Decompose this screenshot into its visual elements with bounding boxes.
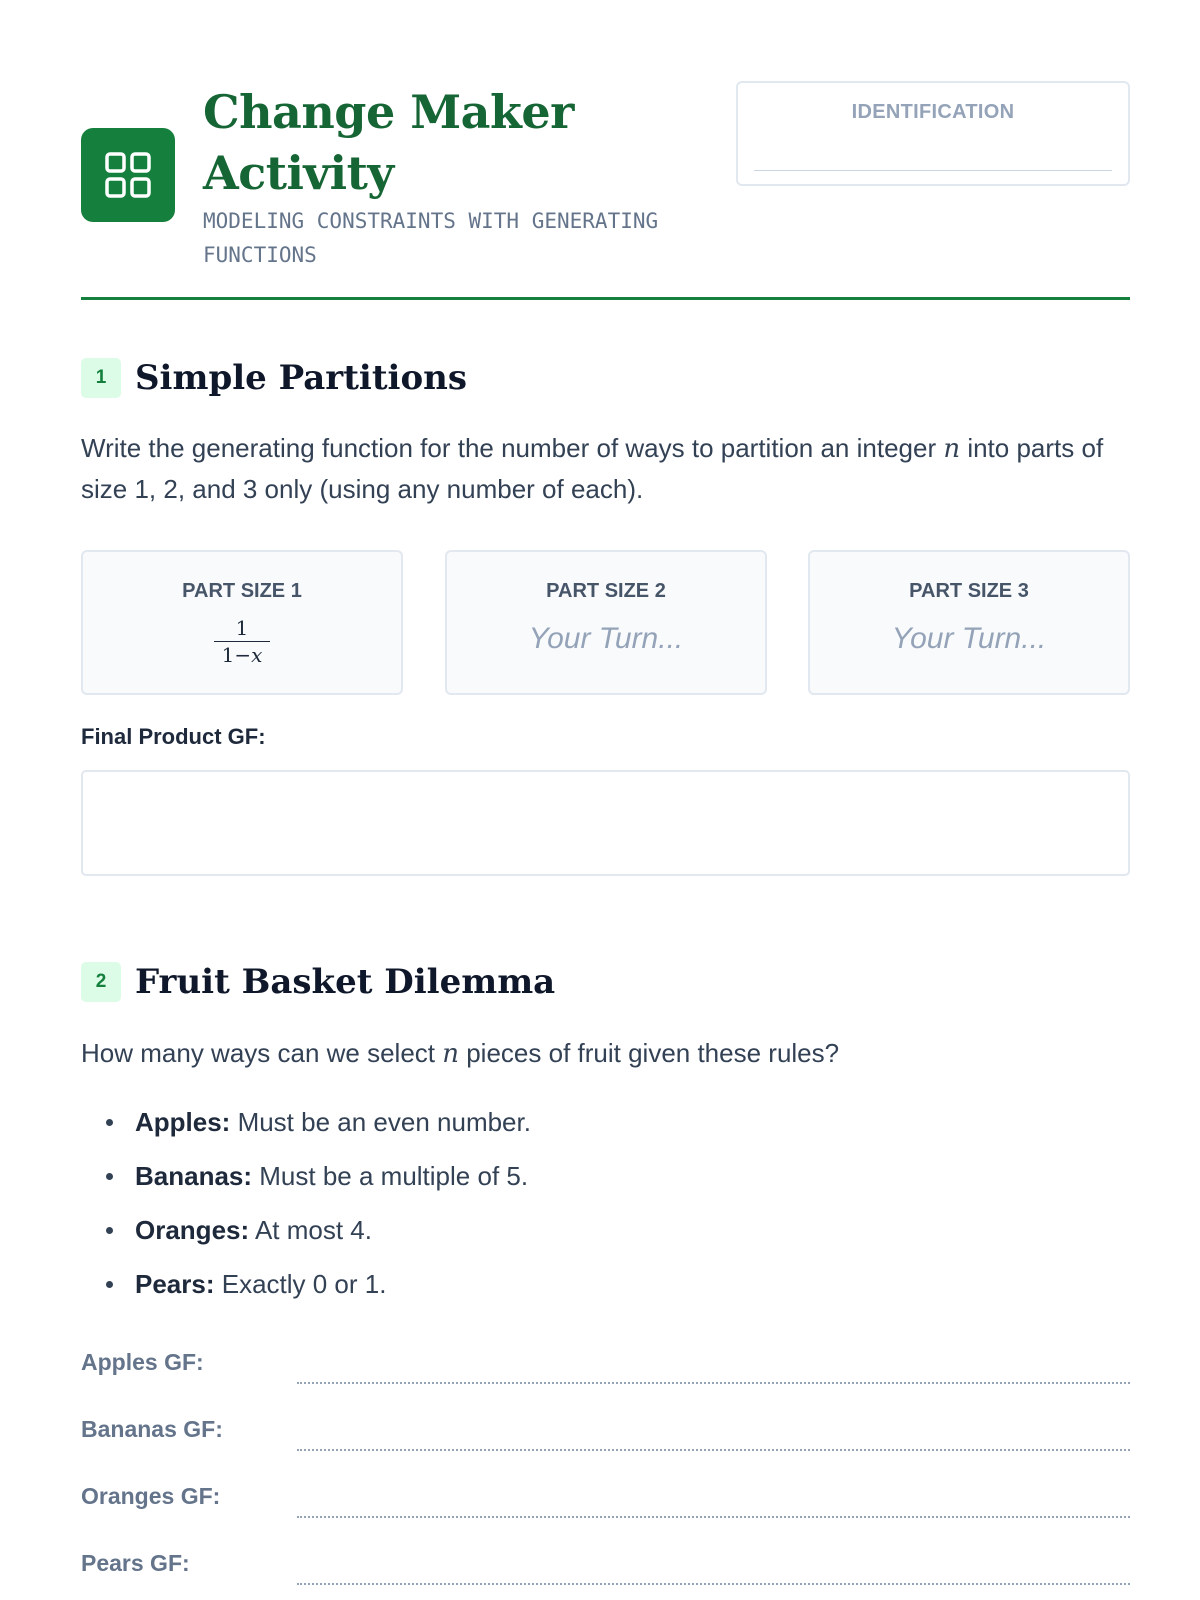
rule-text: Must be an even number. (230, 1107, 531, 1137)
apples-gf-answer-line[interactable] (297, 1382, 1130, 1384)
identification-label: IDENTIFICATION (851, 101, 1015, 123)
identification-box (736, 81, 1130, 186)
fraction-bar (214, 641, 270, 642)
denominator-variable: x (251, 643, 263, 667)
bullet (106, 1173, 113, 1180)
math-variable: n (442, 1039, 459, 1069)
section-title: Simple Partitions (135, 358, 467, 398)
bullet (106, 1227, 113, 1234)
section-prompt (81, 428, 1130, 509)
prompt-text: How many ways can we select (81, 1038, 443, 1068)
bullet (106, 1119, 113, 1126)
gf-label: Apples GF: (81, 1349, 204, 1375)
apples-gf-row (81, 1349, 1130, 1389)
prompt-text: into parts of size 1, 2, and 3 only (using any number of each). (81, 433, 1104, 504)
list-item (81, 1149, 1130, 1203)
gf-label: Bananas GF: (81, 1416, 223, 1442)
oranges-gf-answer-line[interactable] (297, 1516, 1130, 1518)
header-divider (81, 297, 1130, 300)
identification-field[interactable] (754, 170, 1112, 171)
part-size-card (81, 550, 403, 695)
generating-function-fraction (83, 616, 401, 667)
section-prompt (81, 1033, 1130, 1074)
rule-term: Bananas: (135, 1161, 253, 1191)
prompt-text: Write the generating function for the number of ways to partition an integer (81, 433, 944, 463)
part-size-card[interactable] (445, 550, 767, 695)
gf-label: Pears GF: (81, 1550, 190, 1576)
rule-term: Apples: (135, 1107, 231, 1137)
rule-term: Pears: (135, 1269, 215, 1299)
section-number-badge: 1 (81, 358, 121, 398)
gf-label: Oranges GF: (81, 1483, 221, 1509)
fraction-numerator: 1 (235, 616, 249, 640)
prompt-text: pieces of fruit given these rules? (459, 1038, 840, 1068)
rule-text: At most 4. (249, 1215, 372, 1245)
page-subtitle: MODELING CONSTRAINTS WITH GENERATING FUNCTIONS (203, 209, 659, 267)
pears-gf-row (81, 1550, 1130, 1590)
final-product-label: Final Product GF: (81, 724, 266, 749)
bananas-gf-answer-line[interactable] (297, 1449, 1130, 1451)
bananas-gf-row (81, 1416, 1130, 1456)
card-label: PART SIZE 2 (546, 580, 666, 602)
rule-term: Oranges: (135, 1215, 250, 1245)
final-product-answer-box[interactable] (81, 770, 1130, 876)
rule-text: Exactly 0 or 1. (214, 1269, 387, 1299)
list-item (81, 1203, 1130, 1257)
part-size-card[interactable] (808, 550, 1130, 695)
denominator-prefix: 1− (221, 643, 252, 667)
math-variable: n (943, 434, 961, 464)
section-number-badge: 2 (81, 962, 121, 1002)
oranges-gf-row (81, 1483, 1130, 1523)
card-label: PART SIZE 3 (909, 580, 1029, 602)
bullet (106, 1281, 113, 1288)
rule-text: Must be a multiple of 5. (252, 1161, 529, 1191)
fraction-denominator (222, 643, 263, 667)
answer-placeholder: Your Turn... (528, 622, 684, 655)
fruit-rules-list (81, 1095, 1130, 1311)
section-title: Fruit Basket Dilemma (135, 962, 556, 1002)
pears-gf-answer-line[interactable] (297, 1583, 1130, 1585)
answer-placeholder: Your Turn... (891, 622, 1047, 655)
list-item (81, 1257, 1130, 1311)
grid-icon (81, 128, 175, 222)
card-label: PART SIZE 1 (182, 580, 302, 602)
list-item (81, 1095, 1130, 1149)
page-title: Change Maker Activity (203, 85, 574, 200)
